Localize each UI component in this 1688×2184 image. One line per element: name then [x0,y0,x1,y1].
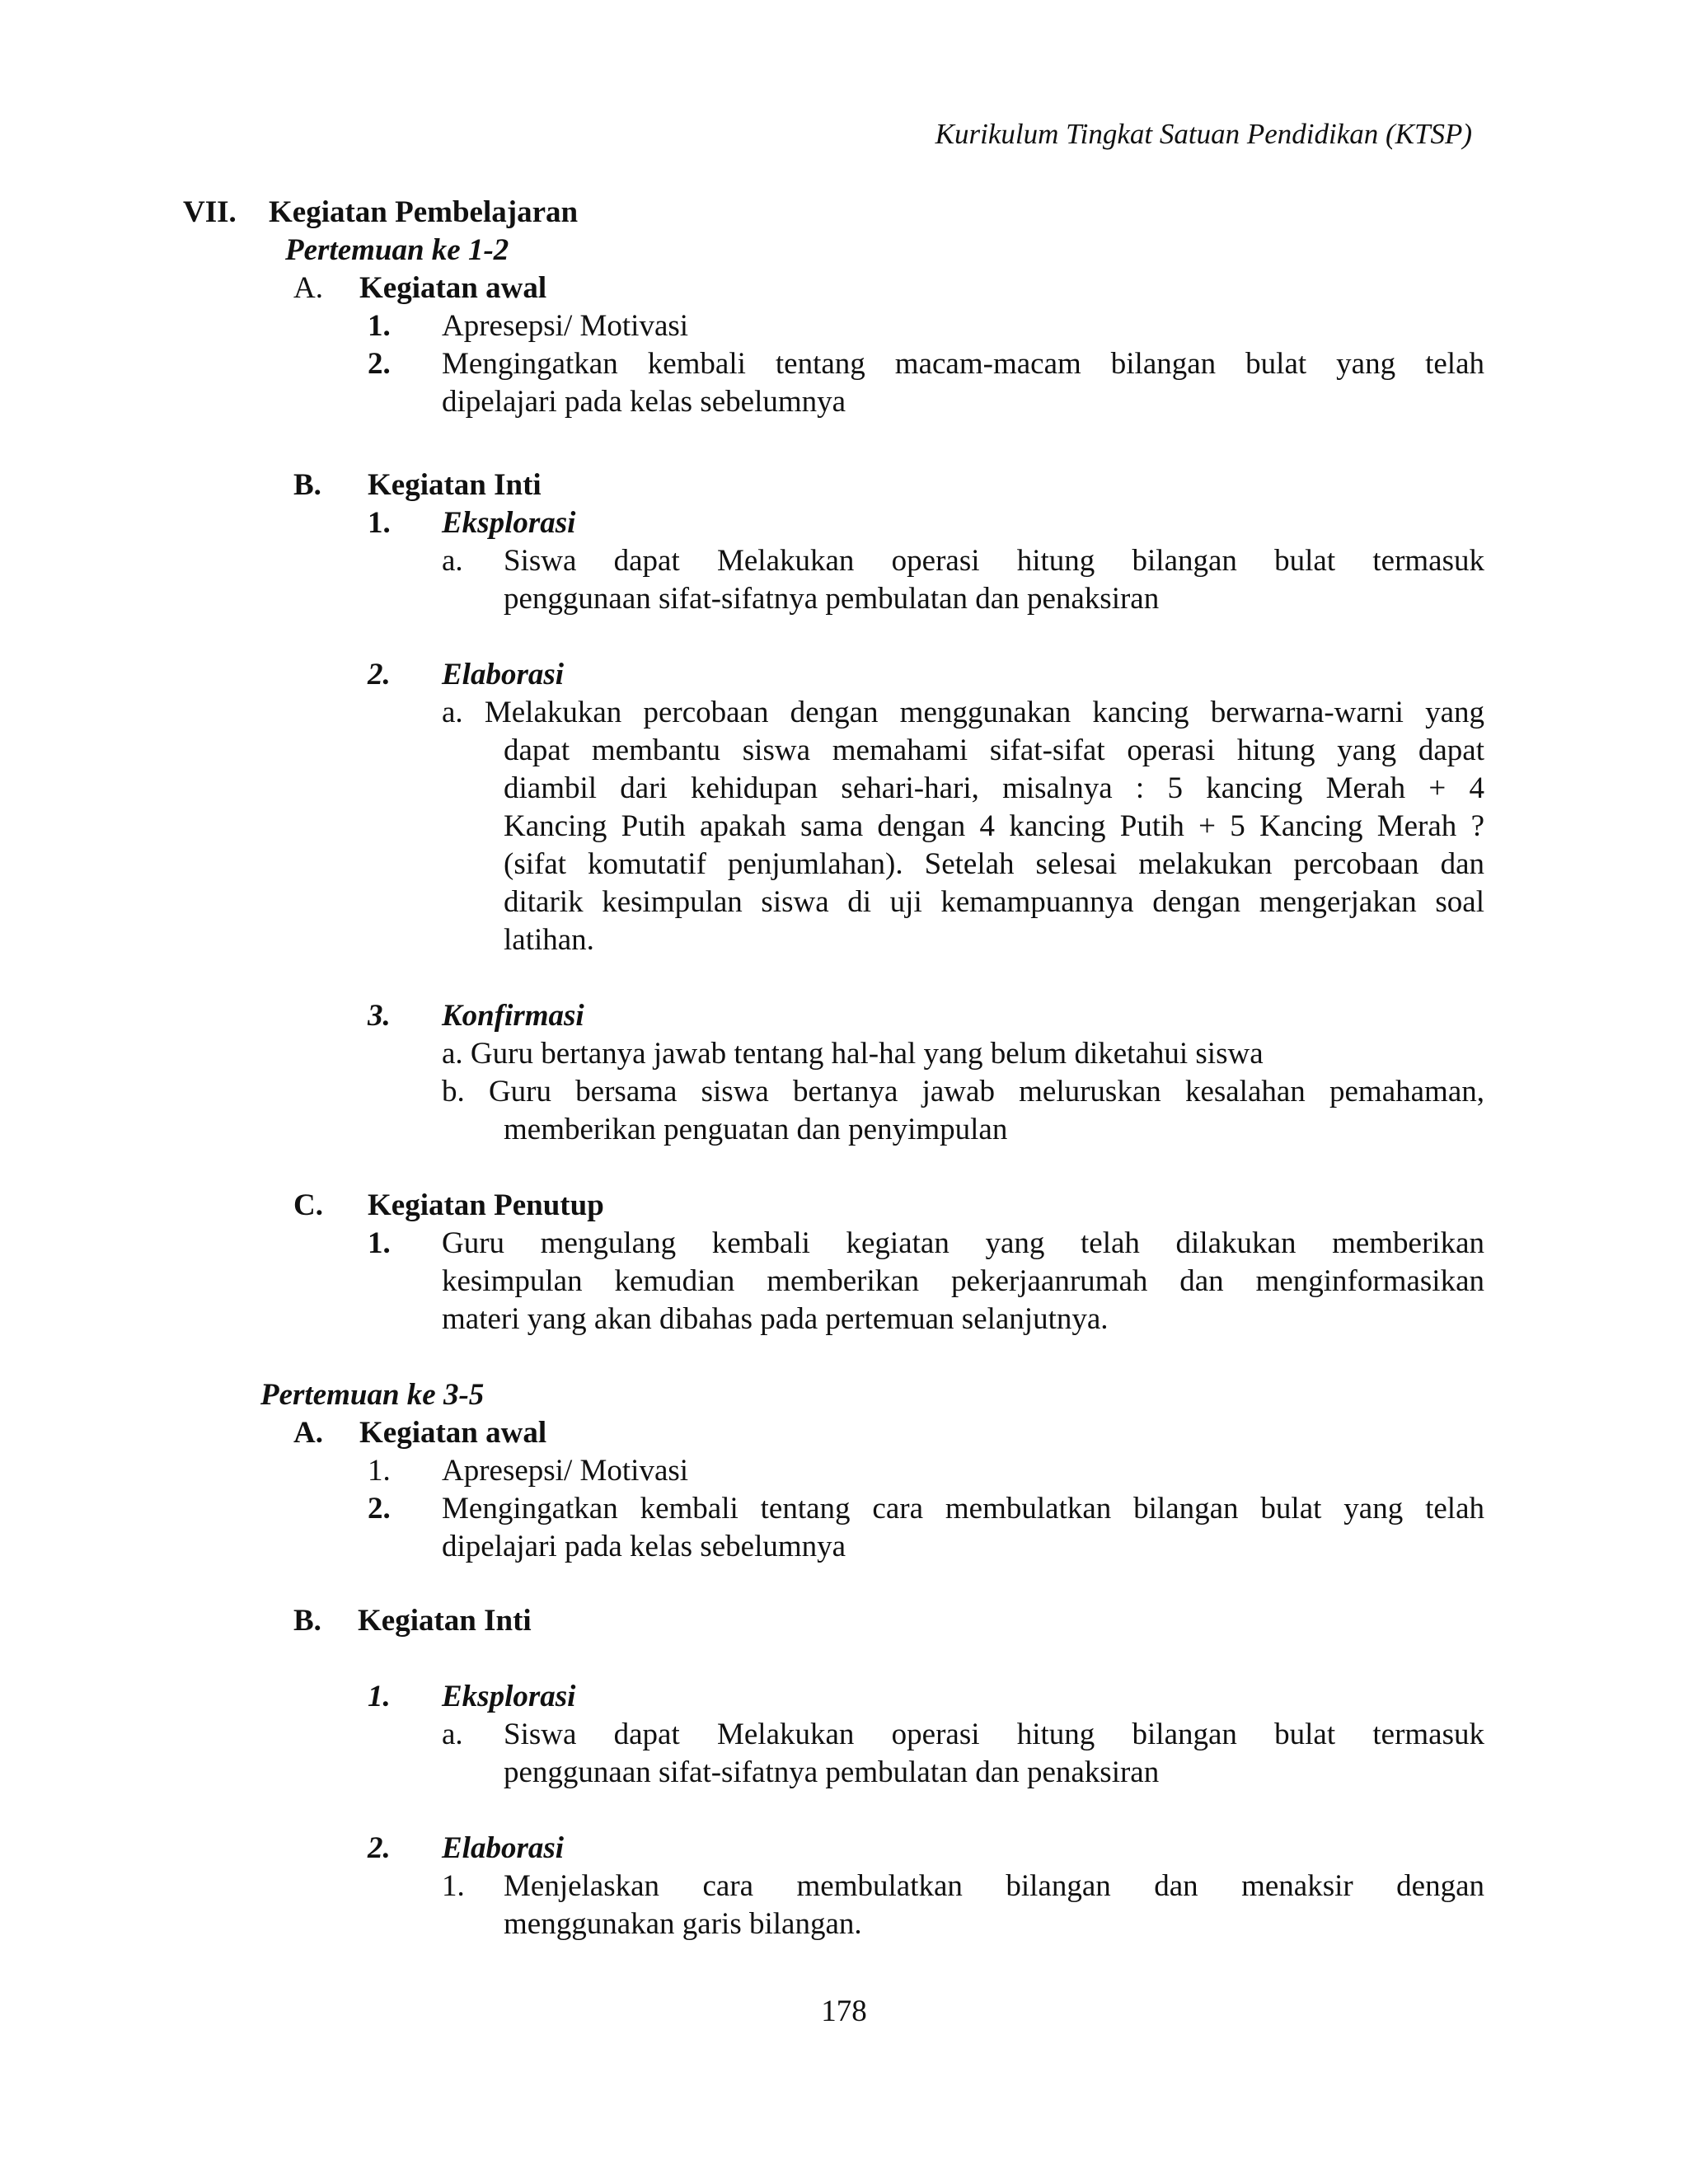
meeting1-elab-a-first [442,694,1484,732]
text-line: (sifat komutatif penjumlahan). Setelah selesai melakukan percobaan dan [504,847,1484,881]
running-header: Kurikulum Tingkat Satuan Pendidikan (KTSP) [935,118,1472,150]
meeting1-c-item1-num: 1. [368,1226,391,1260]
text-line: Siswa dapat Melakukan operasi hitung bilangan bulat termasuk [504,1718,1484,1751]
meeting1-b-letter: B. [293,468,321,502]
meeting2-eks-a-letter: a. [442,1718,463,1751]
meeting1-a-item2-text [442,345,1484,421]
text-line: Siswa dapat Melakukan operasi hitung bilangan bulat termasuk [504,544,1484,578]
meeting1-eks-a-text [504,542,1484,618]
meeting1-konf-title: Konfirmasi [442,999,584,1033]
section-title: Kegiatan Pembelajaran [269,195,579,229]
meeting1-a-letter: A. [293,271,323,305]
text-line: Mengingatkan kembali tentang cara membulatkan bilangan bulat yang telah [442,1492,1484,1526]
text-line: kesimpulan kemudian memberikan pekerjaanrumah dan menginformasikan [442,1264,1484,1298]
meeting1-konf-a [442,1035,1484,1073]
text-line: dipelajari pada kelas sebelumnya [442,385,846,419]
meeting1-c-item1-text [442,1225,1484,1338]
meeting1-c-letter: C. [293,1188,323,1222]
text-line: penggunaan sifat-sifatnya pembulatan dan penaksiran [504,1755,1160,1789]
text-line: Mengingatkan kembali tentang macam-macam bilangan bulat yang telah [442,347,1484,381]
text-line: Kancing Putih apakah sama dengan 4 kancing Putih + 5 Kancing Merah ? [504,809,1484,843]
meeting1-a-item2-num: 2. [368,347,391,381]
meeting2-a-item1-num: 1. [368,1454,391,1488]
meeting1-c-title: Kegiatan Penutup [368,1188,604,1222]
meeting2-a-item2-text [442,1490,1484,1566]
text-line: a. Guru bertanya jawab tentang hal-hal yang belum diketahui siswa [442,1037,1264,1071]
section-number: VII. [183,195,237,229]
text-line: latihan. [504,923,594,957]
text-line: penggunaan sifat-sifatnya pembulatan dan penaksiran [504,582,1160,616]
meeting2-a-title: Kegiatan awal [359,1416,547,1450]
text-line: Guru mengulang kembali kegiatan yang telah dilakukan memberikan [442,1226,1484,1260]
meeting1-elab-title: Elaborasi [442,658,565,691]
text-line: diambil dari kehidupan sehari-hari, misalnya : 5 kancing Merah + 4 [504,771,1484,805]
text-line: menggunakan garis bilangan. [504,1907,862,1941]
text-line: b. Guru bersama siswa bertanya jawab meluruskan kesalahan pemahaman, [442,1075,1484,1108]
meeting2-elab-title: Elaborasi [442,1831,565,1865]
text-line: materi yang akan dibahas pada pertemuan selanjutnya. [442,1302,1109,1336]
meeting1-eks-a-letter: a. [442,544,463,578]
text-line: dipelajari pada kelas sebelumnya [442,1530,846,1563]
meeting2-title: Pertemuan ke 3-5 [260,1378,485,1412]
text-line: Menjelaskan cara membulatkan bilangan dan menaksir dengan [504,1869,1484,1903]
meeting1-a-item1-num: 1. [368,309,391,343]
meeting2-eks-num: 1. [368,1680,391,1713]
meeting2-a-letter: A. [293,1416,323,1450]
meeting2-a-item1-text: Apresepsi/ Motivasi [442,1454,689,1488]
meeting2-a-item2-num: 2. [368,1492,391,1526]
text-line: ditarik kesimpulan siswa di uji kemampuannya dengan mengerjakan soal [504,885,1484,919]
meeting2-elab-1-text [504,1868,1484,1943]
meeting2-b-title: Kegiatan Inti [358,1604,532,1638]
meeting2-elab-num: 2. [368,1831,391,1865]
meeting1-konf-b-first [442,1073,1484,1111]
meeting2-elab-1-num: 1. [442,1869,465,1903]
text-line: dapat membantu siswa memahami sifat-sifat operasi hitung yang dapat [504,733,1484,767]
text-line: a. Melakukan percobaan dengan menggunakan kancing berwarna-warni yang [442,696,1484,729]
meeting2-b-letter: B. [293,1604,321,1638]
meeting1-title: Pertemuan ke 1-2 [285,233,509,267]
meeting1-elab-a-rest [504,732,1484,959]
meeting1-konf-num: 3. [368,999,391,1033]
meeting1-a-item1-text: Apresepsi/ Motivasi [442,309,689,343]
meeting1-a-title: Kegiatan awal [359,271,547,305]
meeting1-eks-title: Eksplorasi [442,506,576,540]
meeting1-eks-num: 1. [368,506,391,540]
meeting1-konf-b-rest [504,1111,1484,1149]
meeting1-b-title: Kegiatan Inti [368,468,542,502]
meeting2-eks-a-text [504,1716,1484,1792]
meeting1-elab-num: 2. [368,658,391,691]
page-number: 178 [821,1994,867,2028]
meeting2-eks-title: Eksplorasi [442,1680,576,1713]
text-line: memberikan penguatan dan penyimpulan [504,1113,1008,1146]
